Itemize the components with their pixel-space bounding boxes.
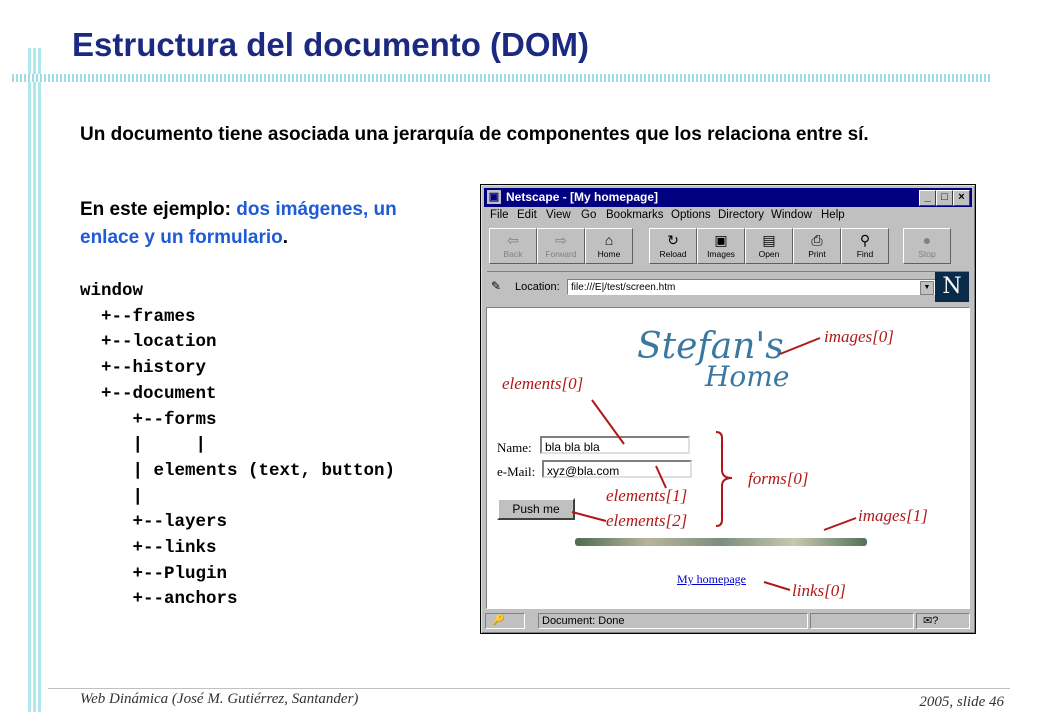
footer-author: Web Dinámica (José M. Gutiérrez, Santander) — [80, 691, 359, 707]
close-button[interactable]: × — [953, 190, 970, 206]
annotation-elements2: elements[2] — [606, 511, 688, 530]
menu-directory[interactable]: Directory — [718, 209, 765, 221]
security-key-icon[interactable]: 🔑 — [485, 613, 525, 629]
forms-brace — [716, 432, 732, 526]
dom-tree: window +--frames +--location +--history +--document +--forms | | | elements (text, button) | +--layers +--links +--Plugin +--anchors — [80, 281, 396, 610]
email-input[interactable]: xyz@bla.com — [542, 460, 692, 478]
home-label: Home — [597, 249, 621, 259]
location-value: file:///E|/test/screen.htm — [571, 282, 676, 293]
name-label: Name: — [497, 440, 532, 455]
footer-slide-number: 2005, slide 46 — [919, 694, 1004, 710]
name-input[interactable]: bla bla bla — [540, 436, 690, 454]
annotation-elements0: elements[0] — [502, 374, 584, 393]
push-me-button[interactable]: Push me — [497, 498, 575, 520]
leader-elements0 — [592, 400, 624, 444]
annotation-elements1: elements[1] — [606, 486, 688, 505]
leader-elements2 — [572, 512, 606, 521]
stop-icon: ● — [922, 232, 932, 248]
annotation-forms0: forms[0] — [748, 469, 809, 488]
leader-images1 — [824, 518, 856, 530]
bookmark-link-icon[interactable]: ✎ — [491, 279, 502, 293]
logo-line1: Stefan's — [637, 326, 784, 367]
logo-line2: Home — [705, 360, 790, 393]
maximize-button[interactable]: □ — [936, 190, 953, 206]
mail-icon: ✉? — [923, 615, 939, 627]
leader-links0 — [764, 582, 790, 590]
forward-arrow-icon: ⇨ — [555, 232, 567, 248]
back-arrow-icon: ⇦ — [507, 232, 519, 248]
dropdown-arrow-icon[interactable]: ▼ — [920, 281, 934, 295]
example-prefix: En este ejemplo: — [80, 199, 237, 220]
menu-go[interactable]: Go — [581, 209, 597, 221]
find-icon: ⚲ — [859, 232, 871, 248]
home-icon: ⌂ — [604, 232, 614, 248]
images-icon: ▣ — [714, 232, 728, 248]
print-icon: ⎙ — [811, 232, 823, 248]
find-label: Find — [856, 249, 874, 259]
footer-rule — [48, 688, 1010, 689]
menu-window[interactable]: Window — [771, 209, 812, 221]
open-label: Open — [758, 249, 780, 259]
leader-elements1 — [656, 466, 666, 488]
intro-text: Un documento tiene asociada una jerarquía de componentes que los relaciona entre sí. — [80, 124, 869, 145]
menu-file[interactable]: File — [490, 209, 509, 221]
menu-edit[interactable]: Edit — [517, 209, 537, 221]
app-icon: ▣ — [488, 191, 500, 203]
forward-label: Forward — [545, 249, 577, 259]
print-label: Print — [808, 249, 826, 259]
leader-images0 — [780, 338, 820, 354]
menu-view[interactable]: View — [546, 209, 571, 221]
back-label: Back — [503, 249, 523, 259]
email-label: e-Mail: — [497, 464, 536, 479]
window-title: Netscape - [My homepage] — [506, 190, 659, 204]
menu-options[interactable]: Options — [671, 209, 711, 221]
annotation-images0: images[0] — [824, 327, 894, 346]
minimize-button[interactable]: _ — [919, 190, 936, 206]
images-label: Images — [707, 249, 735, 259]
menu-bookmarks[interactable]: Bookmarks — [606, 209, 664, 221]
annotation-images1: images[1] — [858, 506, 928, 525]
open-icon: ▤ — [762, 232, 776, 248]
status-text: Document: Done — [538, 613, 808, 629]
reload-label: Reload — [659, 249, 687, 259]
location-label: Location: — [515, 281, 560, 293]
slide-title: Estructura del documento (DOM) — [72, 26, 590, 63]
annotation-links0: links[0] — [792, 581, 846, 600]
netscape-logo: N — [935, 272, 969, 302]
reload-icon: ↻ — [667, 232, 679, 248]
homepage-link[interactable]: My homepage — [677, 572, 746, 586]
menu-help[interactable]: Help — [821, 209, 845, 221]
example-suffix: . — [282, 227, 289, 248]
example-highlight: dos imágenes, un enlace y un formulario — [80, 199, 397, 248]
stop-label: Stop — [918, 249, 936, 259]
